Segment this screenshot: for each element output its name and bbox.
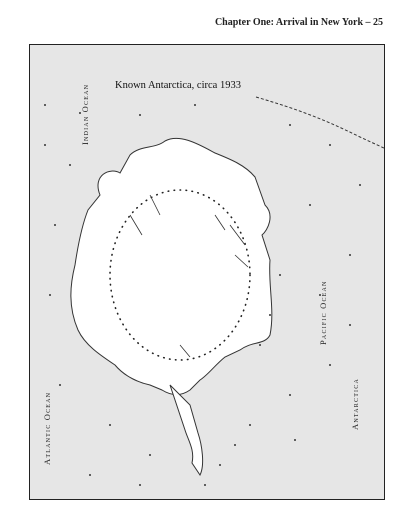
peninsula-shape xyxy=(170,385,203,475)
atlantic-ocean-label: Atlantic Ocean xyxy=(42,391,52,465)
indian-ocean-label: Indian Ocean xyxy=(80,83,90,145)
map-caption: Known Antarctica, circa 1933 xyxy=(115,80,241,91)
continent-shape xyxy=(71,138,272,394)
pacific-ocean-label: Pacific Ocean xyxy=(318,280,328,345)
track-line xyxy=(256,97,385,149)
legend-title: Antarctica xyxy=(350,378,360,430)
chapter-header: Chapter One: Arrival in New York – 25 xyxy=(214,17,383,28)
antarctica-map xyxy=(29,44,385,500)
